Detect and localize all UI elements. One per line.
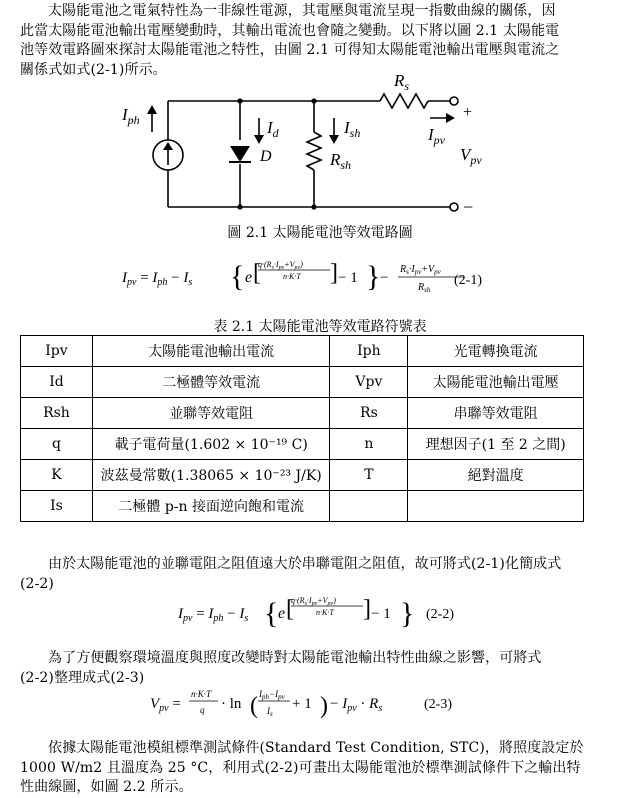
svg-text:Ipv = Iph − Is: $I_{pv} = I_{ph} - I_s$ [122,270,193,288]
para2-line-1: 由於太陽能電池的並聯電阻之阻值遠大於串聯電阻之阻值，故可將式(2-1)化簡成式 [48,556,562,572]
intro-line-3: 池等效電路圖來探討太陽能電池之特性，由圖 2.1 可得知太陽能電池輸出電壓與電流之 [20,42,560,59]
svg-text:Rs·Ipv+Vpv: $R_s\cdot I_{pv}+V_{pv}$ [400,264,441,276]
table-cell: Vpv [330,367,408,398]
svg-text:{: { [264,597,279,630]
equation-2-2 [0,588,640,638]
svg-text:Ipv = Iph − Is: $I_{pv} = I_{ph} - I_s$ [178,606,249,624]
table-row [21,460,584,491]
para4-line-3: 性曲線圖，如圖 2.2 所示。 [20,779,193,796]
table-cell: Iph [330,336,408,367]
table-cell: 太陽能電池輸出電流 [92,336,330,367]
table-cell: 光電轉換電流 [408,336,584,367]
svg-text:}: } [400,597,415,630]
label-d: D [260,148,272,165]
eq3-number: (2-3) [424,697,452,712]
id-arrow-icon [254,135,264,144]
shunt-resistor [307,132,321,170]
equation-2-1 [0,250,640,304]
svg-text:− 1: − 1 [338,270,358,286]
ipv-arrow-icon [446,113,455,123]
table-cell: 太陽能電池輸出電壓 [408,367,584,398]
svg-text:q: q [200,705,205,715]
svg-text:Iph−Ipv: $I_{ph}-I_{pv}$ [259,689,285,701]
table-row [21,429,584,460]
svg-text:(: ( [250,693,258,719]
table-cell: T [330,460,408,491]
table-cell: 二極體等效電流 [92,367,330,398]
label-vpv: $V_{pv}$ [460,145,482,167]
label-iph: $I_{ph}$ [122,105,140,127]
label-plus: + [463,104,473,121]
svg-text:]: ] [363,596,371,622]
figure-caption: 圖 2.1 太陽能電池等效電路圖 [227,225,413,241]
table-cell: q [21,429,93,460]
label-rs: $R_s$ [394,71,410,93]
svg-text:Is: $I_s$ [267,706,273,718]
svg-text:]: ] [330,260,338,286]
table-row [21,336,584,367]
intro-line-4: 關係式如式(2-1)所示。 [20,61,167,78]
svg-text:n·K·T: n·K·T [283,272,301,281]
table-cell: Is [21,491,93,522]
label-id: $I_d$ [267,118,279,140]
iph-arrow-icon [147,105,157,114]
positive-terminal-icon [450,97,458,105]
paragraph-3 [20,649,610,688]
table-cell: Id [21,367,93,398]
equivalent-circuit-diagram [0,0,640,230]
svg-text:{: { [230,260,245,293]
label-ipv: $I_{pv}$ [428,125,445,147]
table-cell: 波茲曼常數(1.38065 × 10⁻²³ J/K) [92,460,330,491]
svg-text:n·K·T: n·K·T [191,689,212,699]
table-cell: n [330,429,408,460]
svg-text:[: [ [286,596,294,622]
table-row [21,491,584,522]
table-row [21,367,584,398]
svg-text:+ 1: + 1 [292,696,312,712]
svg-text:q·(Rs·Ipv+Vpv): $q\cdot(R_s\cdot I_{pv}+V_{pv})$ [258,260,303,271]
table-caption: 表 2.1 太陽能電池等效電路符號表 [213,319,427,335]
table-cell: 理想因子(1 至 2 之間) [408,429,584,460]
label-ish: $I_{sh}$ [344,118,361,140]
table-cell: Rsh [21,398,93,429]
diode-icon [230,146,250,162]
label-rsh: $R_{sh}$ [330,150,352,172]
svg-text:Vpv =: $V_{pv}$ = [150,696,181,714]
para3-line-2: (2-2)整理成式(2-3) [20,669,145,686]
table-cell: 載子電荷量(1.602 × 10⁻¹⁹ C) [92,429,330,460]
table-row [21,398,584,429]
svg-text:q·(Rs·Ipv+Vpv): $q\cdot(R_s\cdot I_{pv}+V_{pv})$ [291,596,336,607]
table-cell: 二極體 p-n 接面逆向飽和電流 [92,491,330,522]
svg-text:− 1: − 1 [371,606,391,622]
equation-2-3 [0,684,640,724]
intro-line-1: 太陽能電池之電氣特性為一非線性電源，其電壓與電流呈現一指數曲線的關係，因 [48,3,556,19]
table-cell [330,491,408,522]
svg-text:−: − [380,270,389,286]
symbol-table [20,335,584,522]
table-cell: 串聯等效電阻 [408,398,584,429]
svg-text:[: [ [253,260,261,286]
svg-text:): ) [320,693,328,719]
series-resistor [380,94,428,108]
svg-text:n·K·T: n·K·T [316,608,334,617]
para3-line-1: 為了方便觀察環境溫度與照度改變時對太陽能電池輸出特性曲線之影響，可將式 [48,650,542,666]
paragraph-4 [20,739,610,798]
table-cell: Rs [330,398,408,429]
para4-line-2: 1000 W/m2 且溫度為 25 °C，利用式(2-2)可畫出太陽能電池於標準測試條件下之輸出特 [20,759,581,776]
para2-line-2: (2-2) [20,575,54,592]
table-cell [408,491,584,522]
table-cell: Ipv [21,336,93,367]
para4-line-1: 依據太陽能電池模組標準測試條件(Standard Test Condition, STC)，將照度設定於 [48,740,584,756]
table-cell: 絕對溫度 [408,460,584,491]
eq2-number: (2-2) [426,607,454,622]
table-cell: K [21,460,93,491]
svg-text:Rsh: $R_{sh}$ [418,282,431,294]
ish-arrow-icon [329,135,339,144]
label-minus: − [463,197,474,217]
table-cell: 並聯等效電阻 [92,398,330,429]
svg-text:e: e [245,269,253,286]
svg-text:e: e [278,605,286,622]
svg-text:· ln: · ln [221,696,242,712]
negative-terminal-icon [450,203,458,211]
intro-line-2: 此當太陽能電池輸出電壓變動時，其輸出電流也會隨之變動。以下將以圖 2.1 太陽能電 [20,22,560,39]
eq1-number: (2-1) [454,273,482,288]
svg-text:− Ipv · Rs: − $I_{pv} \cdot R_s$ [330,696,383,714]
svg-text:}: } [366,260,381,293]
